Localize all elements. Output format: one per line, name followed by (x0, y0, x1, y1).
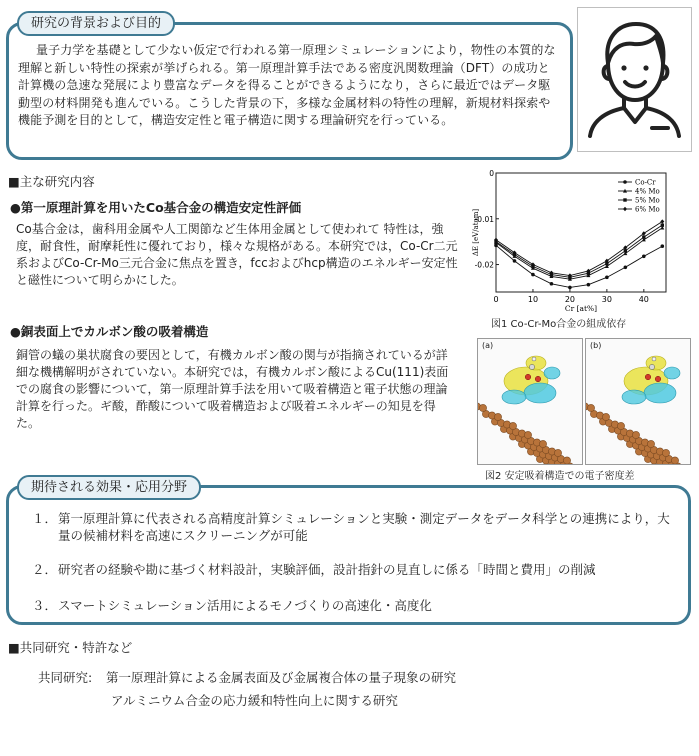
series-line-0 (496, 245, 662, 287)
molecule-atom (655, 376, 661, 382)
copper-atom (479, 404, 486, 411)
series-line-1 (496, 228, 662, 279)
topic2-title: ●銅表面上でカルボン酸の吸着構造 (10, 324, 209, 339)
effect-num: ２． (32, 562, 58, 577)
collaboration-label: 共同研究: (38, 670, 93, 685)
copper-atom (671, 457, 678, 464)
x-tick-label: 0 (493, 295, 499, 304)
data-point (624, 265, 628, 269)
molecule-atom (535, 376, 541, 382)
legend-marker (623, 198, 626, 201)
molecule-atom (645, 374, 651, 380)
x-tick-label: 30 (601, 295, 612, 304)
copper-atom (539, 440, 546, 447)
avatar (577, 7, 692, 152)
density-lobe-minus (644, 383, 676, 403)
effect-text: スマートシミュレーション活用によるモノづくりの高速化・高度化 (58, 598, 432, 613)
legend-label: 6% Mo (635, 205, 660, 214)
copper-atom (647, 440, 654, 447)
effect-item-3 (32, 597, 672, 614)
background-text: 量子力学を基礎として少ない仮定で行われる第一原理シミュレーションにより，物性の本質的な理解と新しい特性の探索が挙げられる。第一原理計算手法である密度汎関数理論（DFT）の成功と計算機の急速な発展により豊富なデータを得ることができるようになり，さらに最近ではデータ駆動型の材料開発も進んでいる。こうした背景の下，多様な金属材料の特性の理解，新規材料探索や機能予測を目的として，構造安定性と電子構造に関する理論研究を行っている。 (18, 43, 556, 127)
legend-label: Co-Cr (635, 178, 656, 187)
collaboration-item-2: アルミニウム合金の応力緩和特性向上に関する研究 (111, 693, 398, 708)
figure2-caption: 図2 安定吸着構造での電子密度差 (485, 471, 635, 482)
molecule-atom (529, 364, 534, 369)
person-icon (578, 8, 691, 151)
y-axis-label: ΔE [eV/atom] (472, 208, 480, 257)
collaboration-item-1: 第一原理計算による金属表面及び金属複合体の量子現象の研究 (106, 670, 457, 685)
background-title: 研究の背景および目的 (17, 11, 175, 36)
copper-atom (554, 449, 561, 456)
topic1-title: ●第一原理計算を用いたCo基合金の構造安定性評価 (10, 200, 302, 215)
figure1-chart (470, 164, 692, 312)
copper-atom (509, 422, 516, 429)
figure2-pane-b (585, 338, 691, 465)
x-tick-label: 10 (527, 295, 539, 304)
molecule-atom (525, 374, 531, 380)
molecule-atom (652, 357, 656, 361)
data-point (661, 244, 665, 248)
effect-num: ３． (32, 598, 58, 613)
collaboration-heading: ■共同研究・特許など (8, 640, 133, 655)
figure2-pane-a (477, 338, 583, 465)
figure2 (477, 338, 692, 463)
series-line-3 (496, 222, 662, 276)
data-point (568, 286, 572, 290)
data-point (550, 282, 554, 286)
series-line-2 (496, 225, 662, 277)
density-lobe-minus (622, 390, 646, 404)
density-lobe-minus (524, 383, 556, 403)
copper-atom (524, 431, 531, 438)
density-lobe-minus (544, 367, 560, 379)
effects-title: 期待される効果・応用分野 (17, 475, 201, 500)
x-axis-label: Cr [at%] (564, 304, 598, 312)
x-tick-label: 20 (564, 295, 576, 304)
data-point (513, 259, 517, 263)
legend-marker (623, 207, 627, 211)
topic2-text: 銅管の蟻の巣状腐食の要因として，有機カルボン酸の関与が指摘されているが詳細な機構解明がされていない。本研究では，有機カルボン酸によるCu(111)表面での腐食の影響について，第一原理計算手法を用いて吸着構造と電子状態の理論計算を行った。ギ酸，酢酸について吸着構造および吸着エネルギーの知見を得た。 (16, 348, 449, 430)
effect-num: １． (32, 511, 58, 526)
legend-label: 4% Mo (635, 187, 660, 196)
molecule-atom (649, 364, 654, 369)
data-point (531, 273, 535, 277)
density-lobe-minus (664, 367, 680, 379)
figure1-caption: 図1 Co-Cr-Mo合金の組成依存 (491, 319, 627, 330)
y-tick-label: -0.02 (474, 260, 494, 270)
figure2-label-a: (a) (482, 341, 494, 350)
figure2-label-b: (b) (590, 341, 602, 350)
copper-atom (587, 404, 594, 411)
molecule-atom (532, 357, 536, 361)
data-point (605, 276, 609, 280)
copper-atom (563, 457, 570, 464)
effect-text: 第一原理計算に代表される高精度計算シミュレーションと実験・測定データをデータ科学との連携により，大量の候補材料を高速にスクリーニングが可能 (58, 511, 670, 543)
effect-item-2 (32, 561, 682, 578)
copper-atom (617, 422, 624, 429)
main-research-heading: ■主な研究内容 (8, 174, 95, 189)
data-point (660, 219, 664, 223)
effect-text: 研究者の経験や勘に基づく材料設計，実験評価，設計指針の見直しに係る「時間と費用」の削減 (58, 562, 596, 577)
data-point (642, 235, 645, 238)
y-tick-label: 0 (489, 169, 494, 178)
topic1-text: Co基合金は，歯科用金属や人工関節など生体用金属として使われて 特性は，強度，耐食性，耐摩耗性に優れており，様々な規格がある。本研究では，Co-Cr二元系およびCo-Cr-Mo三元合金に焦点を置き，fccおよびhcp構造のエネルギー安定性と磁性について明らかにした。 (16, 222, 458, 287)
copper-atom (602, 413, 609, 420)
y-tick-label: -0.01 (474, 214, 494, 224)
copper-atom (494, 413, 501, 420)
legend-marker (623, 180, 627, 184)
data-point (587, 283, 591, 287)
x-tick-label: 40 (638, 295, 649, 304)
copper-atom (662, 449, 669, 456)
data-point (661, 223, 664, 226)
effect-item-1 (32, 510, 672, 544)
density-lobe-minus (502, 390, 526, 404)
copper-atom (632, 431, 639, 438)
legend-label: 5% Mo (635, 196, 660, 205)
data-point (642, 255, 646, 259)
